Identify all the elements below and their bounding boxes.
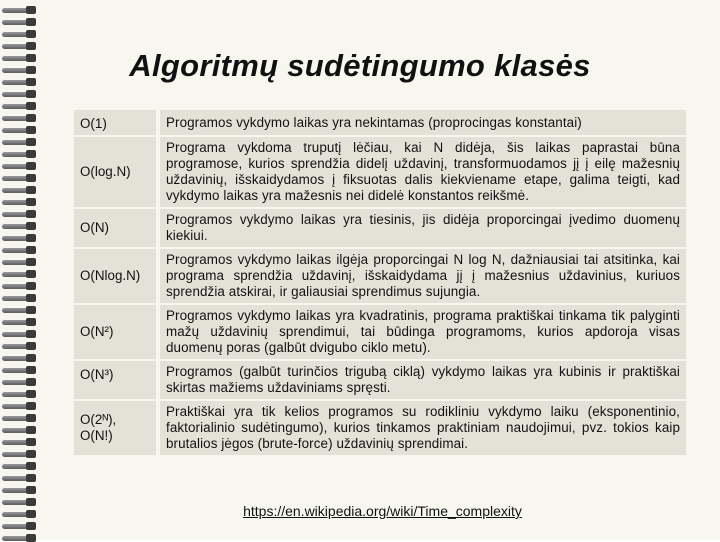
complexity-description: Programos vykdymo laikas yra nekintamas (proprocingas konstantai) [156,110,686,135]
binding-ring [2,210,36,218]
binding-ring [2,162,36,170]
table-row [74,249,686,303]
complexity-class: O(N) [74,209,156,247]
complexity-description: Programos vykdymo laikas yra tiesinis, jis didėja proporcingai įvedimo duomenų kiekiui. [156,209,686,247]
table-row [74,361,686,399]
binding-ring [2,534,36,542]
binding-ring [2,378,36,386]
binding-ring [2,366,36,374]
complexity-class: O(log.N) [74,137,156,207]
complexity-description: Praktiškai yra tik kelios programos su rodikliniu vykdymo laiku (eksponentinio, faktorialinio sudėtingumo), kurios tinkamos praktiniam naudojimui, pvz. tokios kaip brutalios jėgos (brute-force) uždavinių sprendimai. [156,401,686,455]
binding-ring [2,438,36,446]
table-row [74,137,686,207]
binding-ring [2,486,36,494]
complexity-class: O(1) [74,110,156,135]
complexity-description: Programos (galbūt turinčios trigubą ciklą) vykdymo laikas yra kubinis ir praktiškai skirtas mažiems uždaviniams spręsti. [156,361,686,399]
binding-ring [2,270,36,278]
binding-ring [2,450,36,458]
binding-ring [2,18,36,26]
binding-ring [2,222,36,230]
binding-ring [2,390,36,398]
binding-ring [2,414,36,422]
binding-ring [2,354,36,362]
binding-ring [2,330,36,338]
binding-ring [2,198,36,206]
table-row [74,305,686,359]
binding-ring [2,102,36,110]
binding-ring [2,174,36,182]
binding-ring [2,342,36,350]
table-row [74,401,686,455]
complexity-table [74,108,686,457]
complexity-class: O(N²) [74,305,156,359]
complexity-class: O(Nlog.N) [74,249,156,303]
binding-ring [2,30,36,38]
binding-ring [2,426,36,434]
binding-ring [2,138,36,146]
complexity-description: Programa vykdoma truputį lėčiau, kai N didėja, šis laikas paprastai būna programose, kurios sprendžia didelį uždavinį, transformuodamos jį į eilę mažesnių uždavinių, išskaidydamos į fiksuotas dalis kiekviename etape, galima teigti, kad vykdymo laikas yra mažesnis nei didelė konstantos reikšmė. [156,137,686,207]
table-row [74,209,686,247]
binding-ring [2,306,36,314]
complexity-description: Programos vykdymo laikas yra kvadratinis, programa praktiškai tinkama tik palyginti mažų uždavinių sprendimui, tai būdinga programoms, kurios apdoroja visas duomenų poras (galbūt dvigubo ciklo metu). [156,305,686,359]
reference-link[interactable]: https://en.wikipedia.org/wiki/Time_complexity [243,503,522,519]
table-row [74,110,686,135]
binding-ring [2,282,36,290]
complexity-class: O(2ᴺ), O(N!) [74,401,156,455]
complexity-description: Programos vykdymo laikas ilgėja proporcingai N log N, dažniausiai tai atsitinka, kai programa sprendžia uždavinį, išskaidydama jį į mažesnius uždavinius, kuriuos sprendžia atskirai, ir galiausiai sprendimus sujungia. [156,249,686,303]
binding-ring [2,234,36,242]
binding-ring [2,90,36,98]
page-title: Algoritmų sudėtingumo klasės [129,48,591,83]
binding-ring [2,114,36,122]
binding-ring [2,150,36,158]
binding-ring [2,522,36,530]
binding-ring [2,474,36,482]
binding-ring [2,246,36,254]
binding-ring [2,318,36,326]
complexity-class: O(N³) [74,361,156,399]
binding-ring [2,126,36,134]
binding-ring [2,462,36,470]
binding-ring [2,186,36,194]
binding-ring [2,402,36,410]
binding-ring [2,258,36,266]
binding-ring [2,6,36,14]
binding-ring [2,294,36,302]
